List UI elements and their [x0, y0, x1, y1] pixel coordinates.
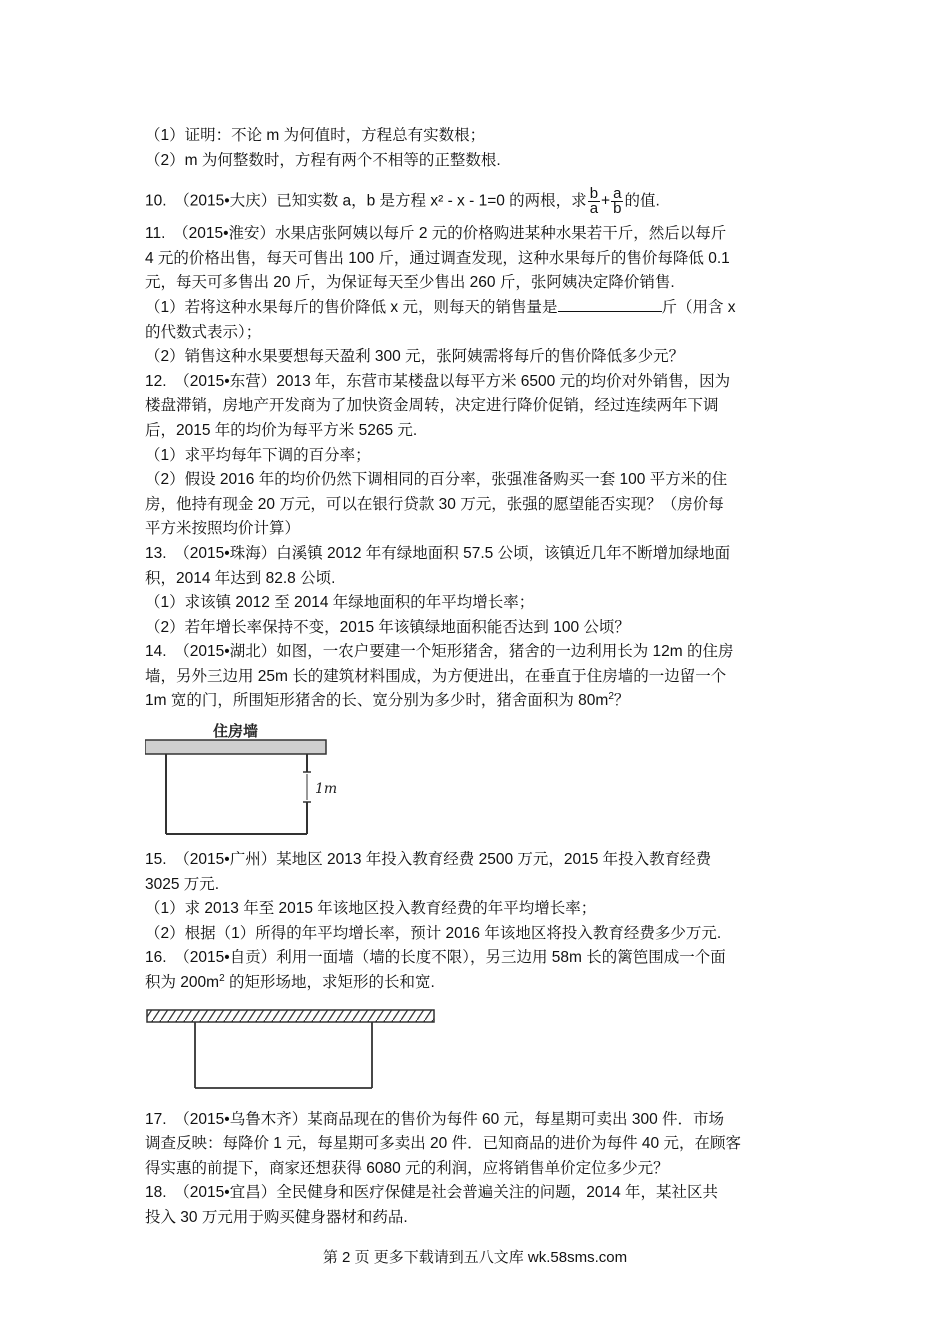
- q11-line2: 4 元的价格出售，每天可售出 100 斤，通过调查发现，这种水果每斤的售价每降低 0.1: [145, 249, 730, 267]
- frac2-denominator: b: [613, 200, 622, 218]
- q16-line2-end: 的矩形场地，求矩形的长和宽.: [224, 974, 435, 992]
- q12-part2c: 平方米按照均价计算）: [145, 520, 301, 538]
- pigsty-diagram: [145, 722, 385, 842]
- q12-line2: 楼盘滞销，房地产开发商为了加快资金周转，决定进行降价促销，经过连续两年下调: [145, 397, 719, 415]
- q11-part1-unit: 斤（用含 x: [661, 298, 736, 316]
- q17-line2: 调查反映：每降价 1 元，每星期可多卖出 20 件．已知商品的进价为每件 40 元，在顾客: [145, 1135, 741, 1153]
- q16-line2: [145, 971, 815, 996]
- q12-part1: （1）求平均每年下调的百分率；: [145, 446, 371, 464]
- q14-superscript: 2: [608, 691, 614, 703]
- q10-expression: [587, 187, 625, 216]
- q15-line1: 15. （2015•广州）某地区 2013 年投入教育经费 2500 万元，2015 年投入教育经费: [145, 851, 712, 869]
- q16-line2-text: 积为 200m: [145, 974, 220, 992]
- q9-part2: （2）m 为何整数时，方程有两个不相等的正整数根.: [145, 151, 501, 169]
- q12-part2a: （2）假设 2016 年的均价仍然下调相同的百分率，张强准备购买一套 100 平方米的住: [145, 471, 728, 489]
- q11-line3: 元，每天可多售出 20 斤，为保证每天至少售出 260 斤，张阿姨决定降价销售.: [145, 274, 675, 292]
- q14-line3-text: 1m 宽的门，所围矩形猪舍的长、宽分别为多少时，猪舍面积为 80m: [145, 692, 609, 710]
- q13-part1: （1）求该镇 2012 至 2014 年绿地面积的年平均增长率；: [145, 594, 535, 612]
- wall-hatched: [147, 1010, 434, 1022]
- q11-part1-text: （1）若将这种水果每斤的售价降低 x 元，则每天的销售量是: [145, 298, 558, 316]
- q10-suffix: 的值.: [624, 192, 660, 210]
- q14-line1: 14. （2015•湖北）如图，一农户要建一个矩形猪舍，猪舍的一边利用长为 12m 的住房: [145, 643, 734, 661]
- house-wall: [145, 740, 326, 754]
- q13-line2: 积，2014 年达到 82.8 公顷.: [145, 569, 336, 587]
- door-width-label: 1m: [315, 781, 338, 798]
- q15-part2: （2）根据（1）所得的年平均增长率，预计 2016 年该地区将投入教育经费多少万元.: [145, 924, 722, 942]
- page-footer: 第 2 页 更多下载请到五八文库 wk.58sms.com: [322, 1249, 628, 1266]
- q11-part1: [145, 296, 815, 321]
- q11-part1-cont: 的代数式表示）；: [145, 323, 262, 341]
- q12-line1: 12. （2015•东营）2013 年，东营市某楼盘以每平方米 6500 元的均价对外销售，因为: [145, 372, 731, 390]
- q14-line3-end: ？: [613, 692, 630, 710]
- q15-line2: 3025 万元.: [145, 875, 220, 893]
- q14-line2: 墙，另外三边用 25m 长的建筑材料围成，为方便进出，在垂直于住房墙的一边留一个: [145, 667, 727, 685]
- q18-line1: 18. （2015•宜昌）全民健身和医疗保健是社会普遍关注的问题，2014 年，某社区共: [145, 1184, 718, 1202]
- q10-fraction-2: [611, 187, 623, 216]
- q13-line1: 13. （2015•珠海）白溪镇 2012 年有绿地面积 57.5 公顷，该镇近几年不断增加绿地面: [145, 544, 731, 562]
- pigsty-diagram-svg: [145, 722, 385, 842]
- q10-plus: +: [601, 192, 611, 210]
- q13-part2: （2）若年增长率保持不变，2015 年该镇绿地面积能否达到 100 公顷？: [145, 618, 630, 636]
- q18-line2: 投入 30 万元用于购买健身器材和药品.: [145, 1209, 408, 1226]
- q17-line3: 得实惠的前提下，商家还想获得 6080 元的利润，应将销售单价定位多少元？: [145, 1159, 669, 1177]
- q9-part1: （1）证明：不论 m 为何值时，方程总有实数根；: [145, 127, 486, 144]
- q10-fraction-1: [588, 187, 600, 216]
- frac1-denominator: a: [589, 200, 599, 218]
- q12-part2b: 房，他持有现金 20 万元，可以在银行贷款 30 万元，张强的愿望能否实现？（房价每: [145, 495, 724, 513]
- q16-line1: 16. （2015•自贡）利用一面墙（墙的长度不限），另三边用 58m 长的篱笆围成一个面: [145, 949, 726, 967]
- q15-part1: （1）求 2013 年至 2015 年该地区投入教育经费的年平均增长率；: [145, 900, 597, 918]
- document-content: [145, 124, 815, 1231]
- house-wall-label: 住房墙: [213, 722, 259, 741]
- q11-line1: 11. （2015•淮安）水果店张阿姨以每斤 2 元的价格购进某种水果若干斤，然后以每斤: [145, 225, 727, 243]
- q16-superscript: 2: [219, 972, 225, 984]
- fence-diagram: [145, 1008, 445, 1098]
- fence-diagram-svg: [145, 1008, 445, 1098]
- q17-line1: 17. （2015•乌鲁木齐）某商品现在的售价为每件 60 元，每星期可卖出 300 件．市场: [145, 1110, 725, 1128]
- q12-line3: 后，2015 年的均价为每平方米 5265 元.: [145, 421, 418, 439]
- frac2-numerator: a: [613, 185, 622, 203]
- q14-line3: [145, 689, 815, 714]
- q11-part2: （2）销售这种水果要想每天盈利 300 元，张阿姨需将每斤的售价降低多少元？: [145, 348, 685, 366]
- frac1-numerator: b: [589, 185, 599, 203]
- q10-prefix: 10. （2015•大庆）已知实数 a，b 是方程 x² - x - 1=0 的两根，求: [145, 192, 587, 210]
- q10: [145, 187, 815, 216]
- answer-blank: [558, 297, 662, 312]
